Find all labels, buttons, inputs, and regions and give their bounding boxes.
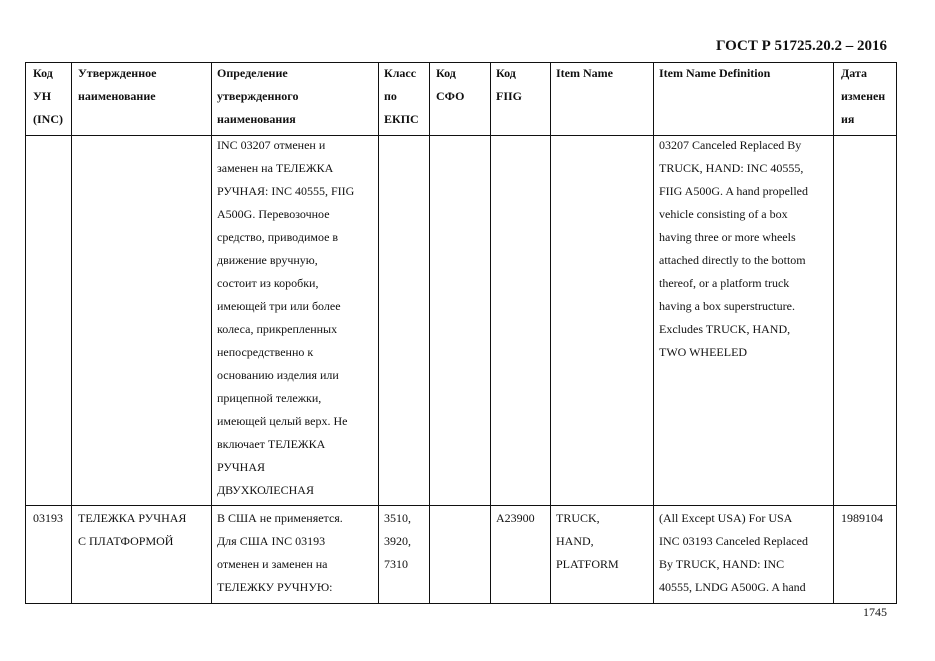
- row1-item-name-definition: 03207 Canceled Replaced By TRUCK, HAND: INC 40555, FIIG A500G. A hand propelled vehicle consisting of a box having three or more wheels attached directly to the bottom thereof, or a platform truck having a box superstructure. Excludes TRUCK, HAND, TWO WHEELED: [659, 138, 808, 359]
- header-item-name-definition: Item Name Definition: [659, 66, 771, 80]
- header-definition: Определение утвержденного наименования: [217, 66, 299, 126]
- header-item-name: Item Name: [556, 66, 613, 80]
- row2-definition: В США не применяется. Для США INC 03193 отменен и заменен на ТЕЛЕЖКУ РУЧНУЮ:: [217, 511, 343, 594]
- column-divider: [429, 63, 430, 603]
- column-divider: [550, 63, 551, 603]
- data-table: [25, 62, 897, 604]
- row2-fiig: A23900: [496, 511, 535, 525]
- column-divider: [211, 63, 212, 603]
- column-divider: [653, 63, 654, 603]
- row2-item-name: TRUCK, HAND, PLATFORM: [556, 511, 619, 571]
- row2-date: 1989104: [841, 511, 883, 525]
- row2-inc: 03193: [33, 511, 63, 525]
- row-divider: [26, 505, 896, 506]
- column-divider: [833, 63, 834, 603]
- header-fiig: Код FIIG: [496, 66, 523, 103]
- header-ekps: Класс по ЕКПС: [384, 66, 419, 126]
- page-number: 1745: [863, 605, 887, 619]
- row2-ekps: 3510, 3920, 7310: [384, 511, 411, 571]
- document-header: ГОСТ Р 51725.20.2 – 2016: [715, 38, 887, 54]
- row2-item-name-definition: (All Except USA) For USA INC 03193 Canceled Replaced By TRUCK, HAND: INC 40555, LNDG A500G. A hand: [659, 511, 808, 594]
- row1-definition: INC 03207 отменен и заменен на ТЕЛЕЖКА РУЧНАЯ: INC 40555, FIIG A500G. Перевозочное средство, приводимое в движение вручную, состоит из коробки, имеющей три или более колеса, прикрепленных непосредственно к основанию изделия или прицепной тележки, имеющей целый верх. Не включает ТЕЛЕЖКА РУЧНАЯ ДВУХКОЛЕСНАЯ: [217, 138, 355, 497]
- row2-approved-name: ТЕЛЕЖКА РУЧНАЯ С ПЛАТФОРМОЙ: [78, 511, 187, 548]
- column-divider: [490, 63, 491, 603]
- header-sfo: Код СФО: [436, 66, 465, 103]
- header-approved-name: Утвержденное наименование: [78, 66, 157, 103]
- column-divider: [378, 63, 379, 603]
- header-inc: Код УН (INC): [33, 66, 63, 126]
- column-divider: [71, 63, 72, 603]
- header-date: Дата изменен ия: [841, 66, 886, 126]
